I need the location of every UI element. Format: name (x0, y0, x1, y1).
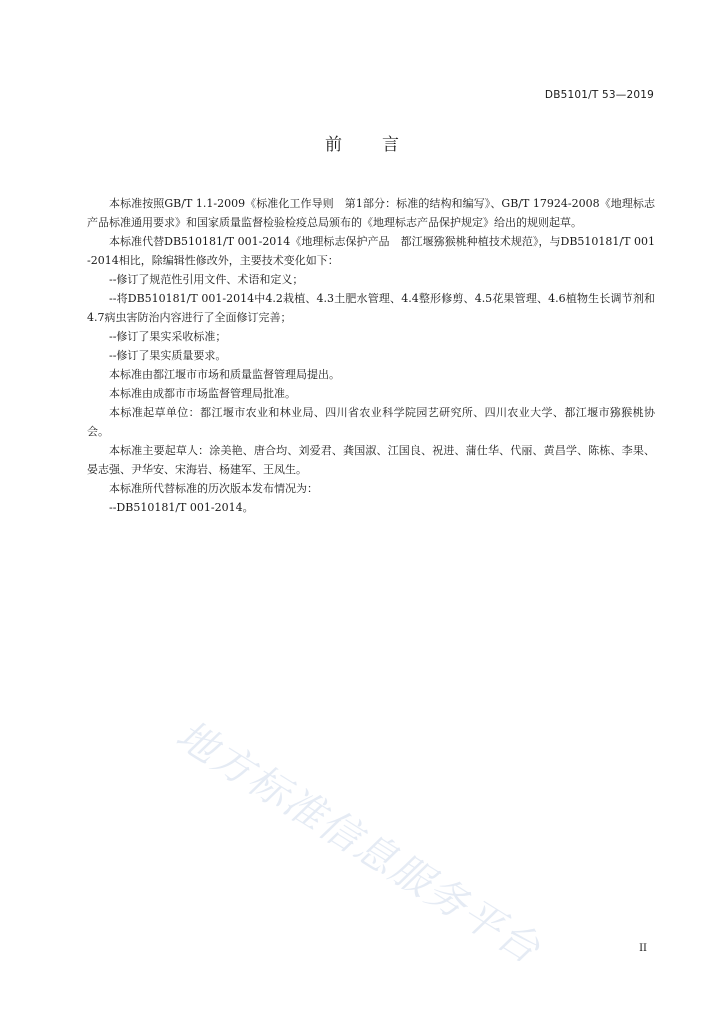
page-title: 前言 (325, 135, 439, 155)
preface-body (87, 194, 655, 517)
list-item-change-1: --修订了规范性引用文件、术语和定义； (109, 273, 304, 286)
paragraph-drafting-rules: 本标准按照GB/T 1.1-2009《标准化工作导则 第1部分：标准的结构和编写》、GB/T 17924-2008《地理标志产品标准通用要求》和国家质量监督检验检疫总局颁布的《地理标志产品保护规定》给出的规则起草。 (87, 197, 655, 229)
paragraph-drafters: 本标准主要起草人：涂美艳、唐合均、刘爱君、龚国淑、江国良、祝进、蒲仕华、代丽、黄昌学、陈栋、李果、晏志强、尹华安、宋海岩、杨建军、王凤生。 (87, 444, 655, 476)
list-item-previous-version: --DB510181/T 001-2014。 (109, 501, 254, 514)
page-number: II (639, 943, 647, 954)
watermark: 地方标准信息服务平台 (167, 711, 549, 974)
list-item-change-3: --修订了果实采收标准； (109, 330, 227, 343)
list-item-change-2: --将DB510181/T 001-2014中4.2栽植、4.3土肥水管理、4.4整形修剪、4.5花果管理、4.6植物生长调节剂和4.7病虫害防治内容进行了全面修订完善； (87, 292, 655, 324)
paragraph-drafting-units: 本标准起草单位：都江堰市农业和林业局、四川省农业科学院园艺研究所、四川农业大学、都江堰市猕猴桃协会。 (87, 406, 655, 438)
document-code: DB5101/T 53—2019 (544, 89, 654, 101)
paragraph-replacement: 本标准代替DB510181/T 001-2014《地理标志保护产品 都江堰猕猴桃种植技术规范》，与DB510181/T 001-2014相比，除编辑性修改外，主要技术变化如下： (87, 235, 655, 267)
paragraph-proposed-by: 本标准由都江堰市市场和质量监督管理局提出。 (109, 368, 340, 381)
list-item-change-4: --修订了果实质量要求。 (109, 349, 227, 362)
paragraph-version-history: 本标准所代替标准的历次版本发布情况为： (109, 482, 318, 495)
paragraph-approved-by: 本标准由成都市市场监督管理局批准。 (109, 387, 296, 400)
